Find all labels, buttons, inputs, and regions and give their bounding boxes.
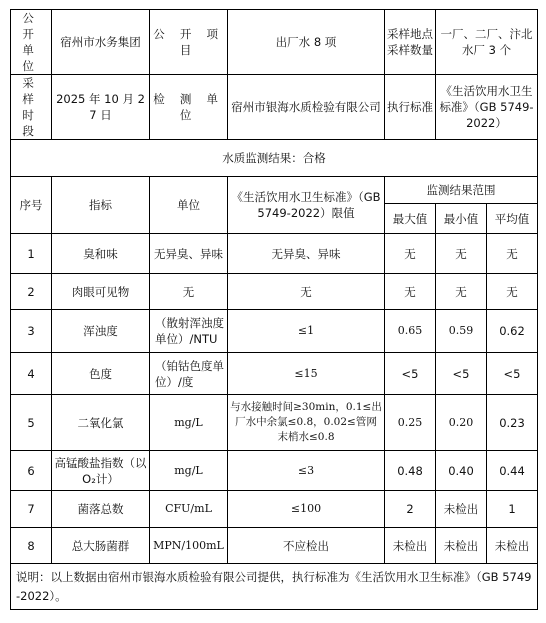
row-limit: ≤1 (228, 310, 385, 353)
row-unit: 无 (150, 274, 228, 310)
row-max: 0.25 (385, 395, 436, 451)
row-avg: 0.62 (487, 310, 538, 353)
row-no: 4 (11, 353, 52, 395)
row-avg: 1 (487, 491, 538, 528)
row-avg: 无 (487, 274, 538, 310)
col-avg: 平均值 (487, 204, 538, 234)
row-indicator: 肉眼可见物 (52, 274, 150, 310)
table-row (11, 353, 538, 395)
row-unit: CFU/mL (150, 491, 228, 528)
row-min: <5 (436, 353, 487, 395)
row-unit: （铂钴色度单位）/度 (150, 353, 228, 395)
row-limit: 与水接触时间≥30min，0.1≤出厂水中余氯≤0.8，0.02≤管网末梢水≤0.8 (228, 395, 385, 451)
row-max: 0.48 (385, 451, 436, 491)
row-unit: MPN/100mL (150, 528, 228, 564)
row-unit: （散射浑浊度单位）/NTU (150, 310, 228, 353)
table-row (11, 451, 538, 491)
row-avg: 0.23 (487, 395, 538, 451)
note-row (11, 564, 538, 610)
row-max: 无 (385, 274, 436, 310)
publisher-label: 公 开 单 位 (11, 10, 52, 75)
row-max: 2 (385, 491, 436, 528)
result-title: 水质监测结果：合格 (11, 140, 538, 177)
row-min: 0.59 (436, 310, 487, 353)
row-indicator: 色度 (52, 353, 150, 395)
table-row (11, 274, 538, 310)
col-no: 序号 (11, 177, 52, 234)
header-row-2 (11, 75, 538, 140)
row-unit: mg/L (150, 451, 228, 491)
row-indicator: 总大肠菌群 (52, 528, 150, 564)
row-indicator: 二氧化氯 (52, 395, 150, 451)
table-row (11, 310, 538, 353)
row-max: 未检出 (385, 528, 436, 564)
table-row (11, 395, 538, 451)
standard-label: 执行标准 (385, 75, 436, 140)
row-indicator: 菌落总数 (52, 491, 150, 528)
publisher-value: 宿州市水务集团 (52, 10, 150, 75)
row-max: 无 (385, 234, 436, 274)
row-no: 2 (11, 274, 52, 310)
result-row (11, 140, 538, 177)
row-avg: 0.44 (487, 451, 538, 491)
row-min: 无 (436, 234, 487, 274)
row-limit: ≤100 (228, 491, 385, 528)
row-unit: mg/L (150, 395, 228, 451)
col-indicator: 指标 (52, 177, 150, 234)
row-no: 5 (11, 395, 52, 451)
lab-label: 检 测 单 位 (150, 75, 228, 140)
note-text: 说明：以上数据由宿州市银海水质检验有限公司提供，执行标准为《生活饮用水卫生标准》（GB 5749-2022）。 (11, 564, 538, 610)
row-avg: <5 (487, 353, 538, 395)
col-limit: 《生活饮用水卫生标准》（GB 5749-2022）限值 (228, 177, 385, 234)
report-table (10, 9, 538, 610)
row-max: 0.65 (385, 310, 436, 353)
item-value: 出厂水 8 项 (228, 10, 385, 75)
row-no: 1 (11, 234, 52, 274)
column-header-row-1 (11, 177, 538, 204)
period-value: 2025 年 10 月 27 日 (52, 75, 150, 140)
row-limit: 无 (228, 274, 385, 310)
row-indicator: 高锰酸盐指数（以O₂计） (52, 451, 150, 491)
row-no: 7 (11, 491, 52, 528)
water-quality-report (10, 9, 537, 610)
site-label: 采样地点采样数量 (385, 10, 436, 75)
lab-value: 宿州市银海水质检验有限公司 (228, 75, 385, 140)
table-row (11, 234, 538, 274)
row-max: <5 (385, 353, 436, 395)
site-value: 一厂、二厂、汴北水厂 3 个 (436, 10, 538, 75)
table-row (11, 528, 538, 564)
table-row (11, 491, 538, 528)
row-avg: 未检出 (487, 528, 538, 564)
period-label: 采 样 时 段 (11, 75, 52, 140)
row-limit: 不应检出 (228, 528, 385, 564)
row-min: 未检出 (436, 528, 487, 564)
row-min: 0.40 (436, 451, 487, 491)
standard-value: 《生活饮用水卫生标准》（GB 5749-2022） (436, 75, 538, 140)
row-avg: 无 (487, 234, 538, 274)
row-limit: ≤3 (228, 451, 385, 491)
col-range: 监测结果范围 (385, 177, 538, 204)
col-min: 最小值 (436, 204, 487, 234)
col-unit: 单位 (150, 177, 228, 234)
row-no: 6 (11, 451, 52, 491)
row-indicator: 浑浊度 (52, 310, 150, 353)
row-indicator: 臭和味 (52, 234, 150, 274)
row-min: 未检出 (436, 491, 487, 528)
row-no: 8 (11, 528, 52, 564)
row-limit: 无异臭、异味 (228, 234, 385, 274)
col-max: 最大值 (385, 204, 436, 234)
item-label: 公 开 项 目 (150, 10, 228, 75)
row-no: 3 (11, 310, 52, 353)
header-row-1 (11, 10, 538, 75)
row-unit: 无异臭、异味 (150, 234, 228, 274)
row-limit: ≤15 (228, 353, 385, 395)
row-min: 无 (436, 274, 487, 310)
row-min: 0.20 (436, 395, 487, 451)
